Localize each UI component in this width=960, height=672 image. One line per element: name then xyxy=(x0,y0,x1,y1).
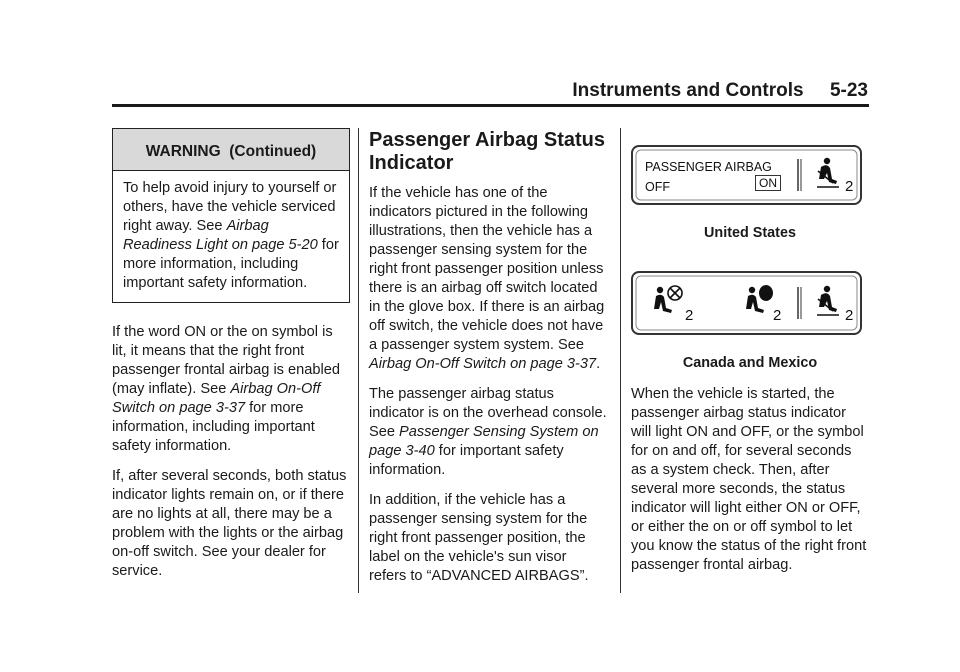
col2-p2-text-end: for important safety information. xyxy=(369,443,564,478)
section-title: Passenger Airbag Status Indicator xyxy=(369,129,606,174)
warning-box xyxy=(112,128,350,303)
page-header xyxy=(112,80,868,104)
panel-us-subscript: 2 xyxy=(845,178,854,195)
col2-p1-reference[interactable]: Airbag On-Off Switch on page 3-37 xyxy=(369,356,597,372)
panel-canada-subscript-1: 2 xyxy=(685,307,694,324)
column-3 xyxy=(631,145,869,586)
col2-p1-text-end: . xyxy=(596,356,601,372)
seatbelt-passenger-icon xyxy=(817,286,839,315)
col1-paragraph-1 xyxy=(112,323,350,456)
panel-us-label-line2: OFF xyxy=(645,180,670,194)
col2-p2-text: The passenger airbag status indicator is on the overhead console. See xyxy=(369,386,607,440)
col1-p1-text: If the word ON or the on symbol is lit, it means that the right front passenger frontal airbag is enabled (may inflate). See xyxy=(112,324,340,397)
column-2 xyxy=(369,128,607,597)
column-1 xyxy=(112,128,350,592)
column-divider-2 xyxy=(620,128,621,593)
col1-paragraph-2: If, after several seconds, both status indicator lights remain on, or if there are no lights at all, there may be a problem with the lights or the airbag on-off switch. See your dealer for service. xyxy=(112,468,347,579)
warning-body-text-end: for more information, including important safety information. xyxy=(123,237,339,291)
warning-heading: WARNING (Continued) xyxy=(113,129,349,171)
panel-us-label-line1: PASSENGER AIRBAG xyxy=(645,160,772,174)
seatbelt-passenger-icon xyxy=(817,158,839,187)
header-rule xyxy=(112,104,869,107)
column-divider-1 xyxy=(358,128,359,593)
col2-paragraph-1 xyxy=(369,184,607,374)
panel-us-on-label: ON xyxy=(755,175,781,191)
col1-p1-reference[interactable]: Airbag On-Off Switch on page 3-37 xyxy=(112,381,321,416)
panel-canada-subscript-2: 2 xyxy=(773,307,782,324)
col3-paragraph-1: When the vehicle is started, the passenger airbag status indicator will light ON and OFF, or the symbol for on and off, for several seconds as a system check. Then, after several more seconds, the status indicator will light either ON or OFF, or either the on or off symbol to let you know the status of the right front passenger frontal airbag. xyxy=(631,386,867,573)
caption-us: United States xyxy=(704,225,796,241)
col1-p1-text-end: for more information, including important safety information. xyxy=(112,400,315,454)
col2-paragraph-3: In addition, if the vehicle has a passenger sensing system for the right front passenger position, the label on the vehicle's sun visor refers to “ADVANCED AIRBAGS”. xyxy=(369,492,589,584)
col2-p1-text: If the vehicle has one of the indicators pictured in the following illustrations, then the vehicle has a passenger sensing system for the right front passenger position unless there is an airbag off switch located in the glove box. If there is an airbag off switch, the vehicle does not have a passenger system system. See xyxy=(369,185,605,353)
warning-body-reference[interactable]: Airbag Readiness Light on page 5-20 xyxy=(123,218,318,253)
col2-p2-reference[interactable]: Passenger Sensing System on page 3-40 xyxy=(369,424,599,459)
panel-canada-subscript-3: 2 xyxy=(845,307,854,324)
indicator-panel-canada xyxy=(631,271,862,335)
panel-canada-graphic xyxy=(633,273,860,333)
warning-body-text: To help avoid injury to yourself or others, have the vehicle serviced right away. See xyxy=(123,180,337,234)
airbag-on-icon xyxy=(746,285,773,313)
warning-body xyxy=(113,171,349,302)
panel-us-graphic xyxy=(633,147,860,203)
caption-canada: Canada and Mexico xyxy=(682,355,818,371)
col2-paragraph-2 xyxy=(369,385,607,480)
airbag-off-icon xyxy=(654,286,682,313)
indicator-panel-us xyxy=(631,145,862,205)
header-title: Instruments and Controls 5-23 xyxy=(572,80,868,101)
